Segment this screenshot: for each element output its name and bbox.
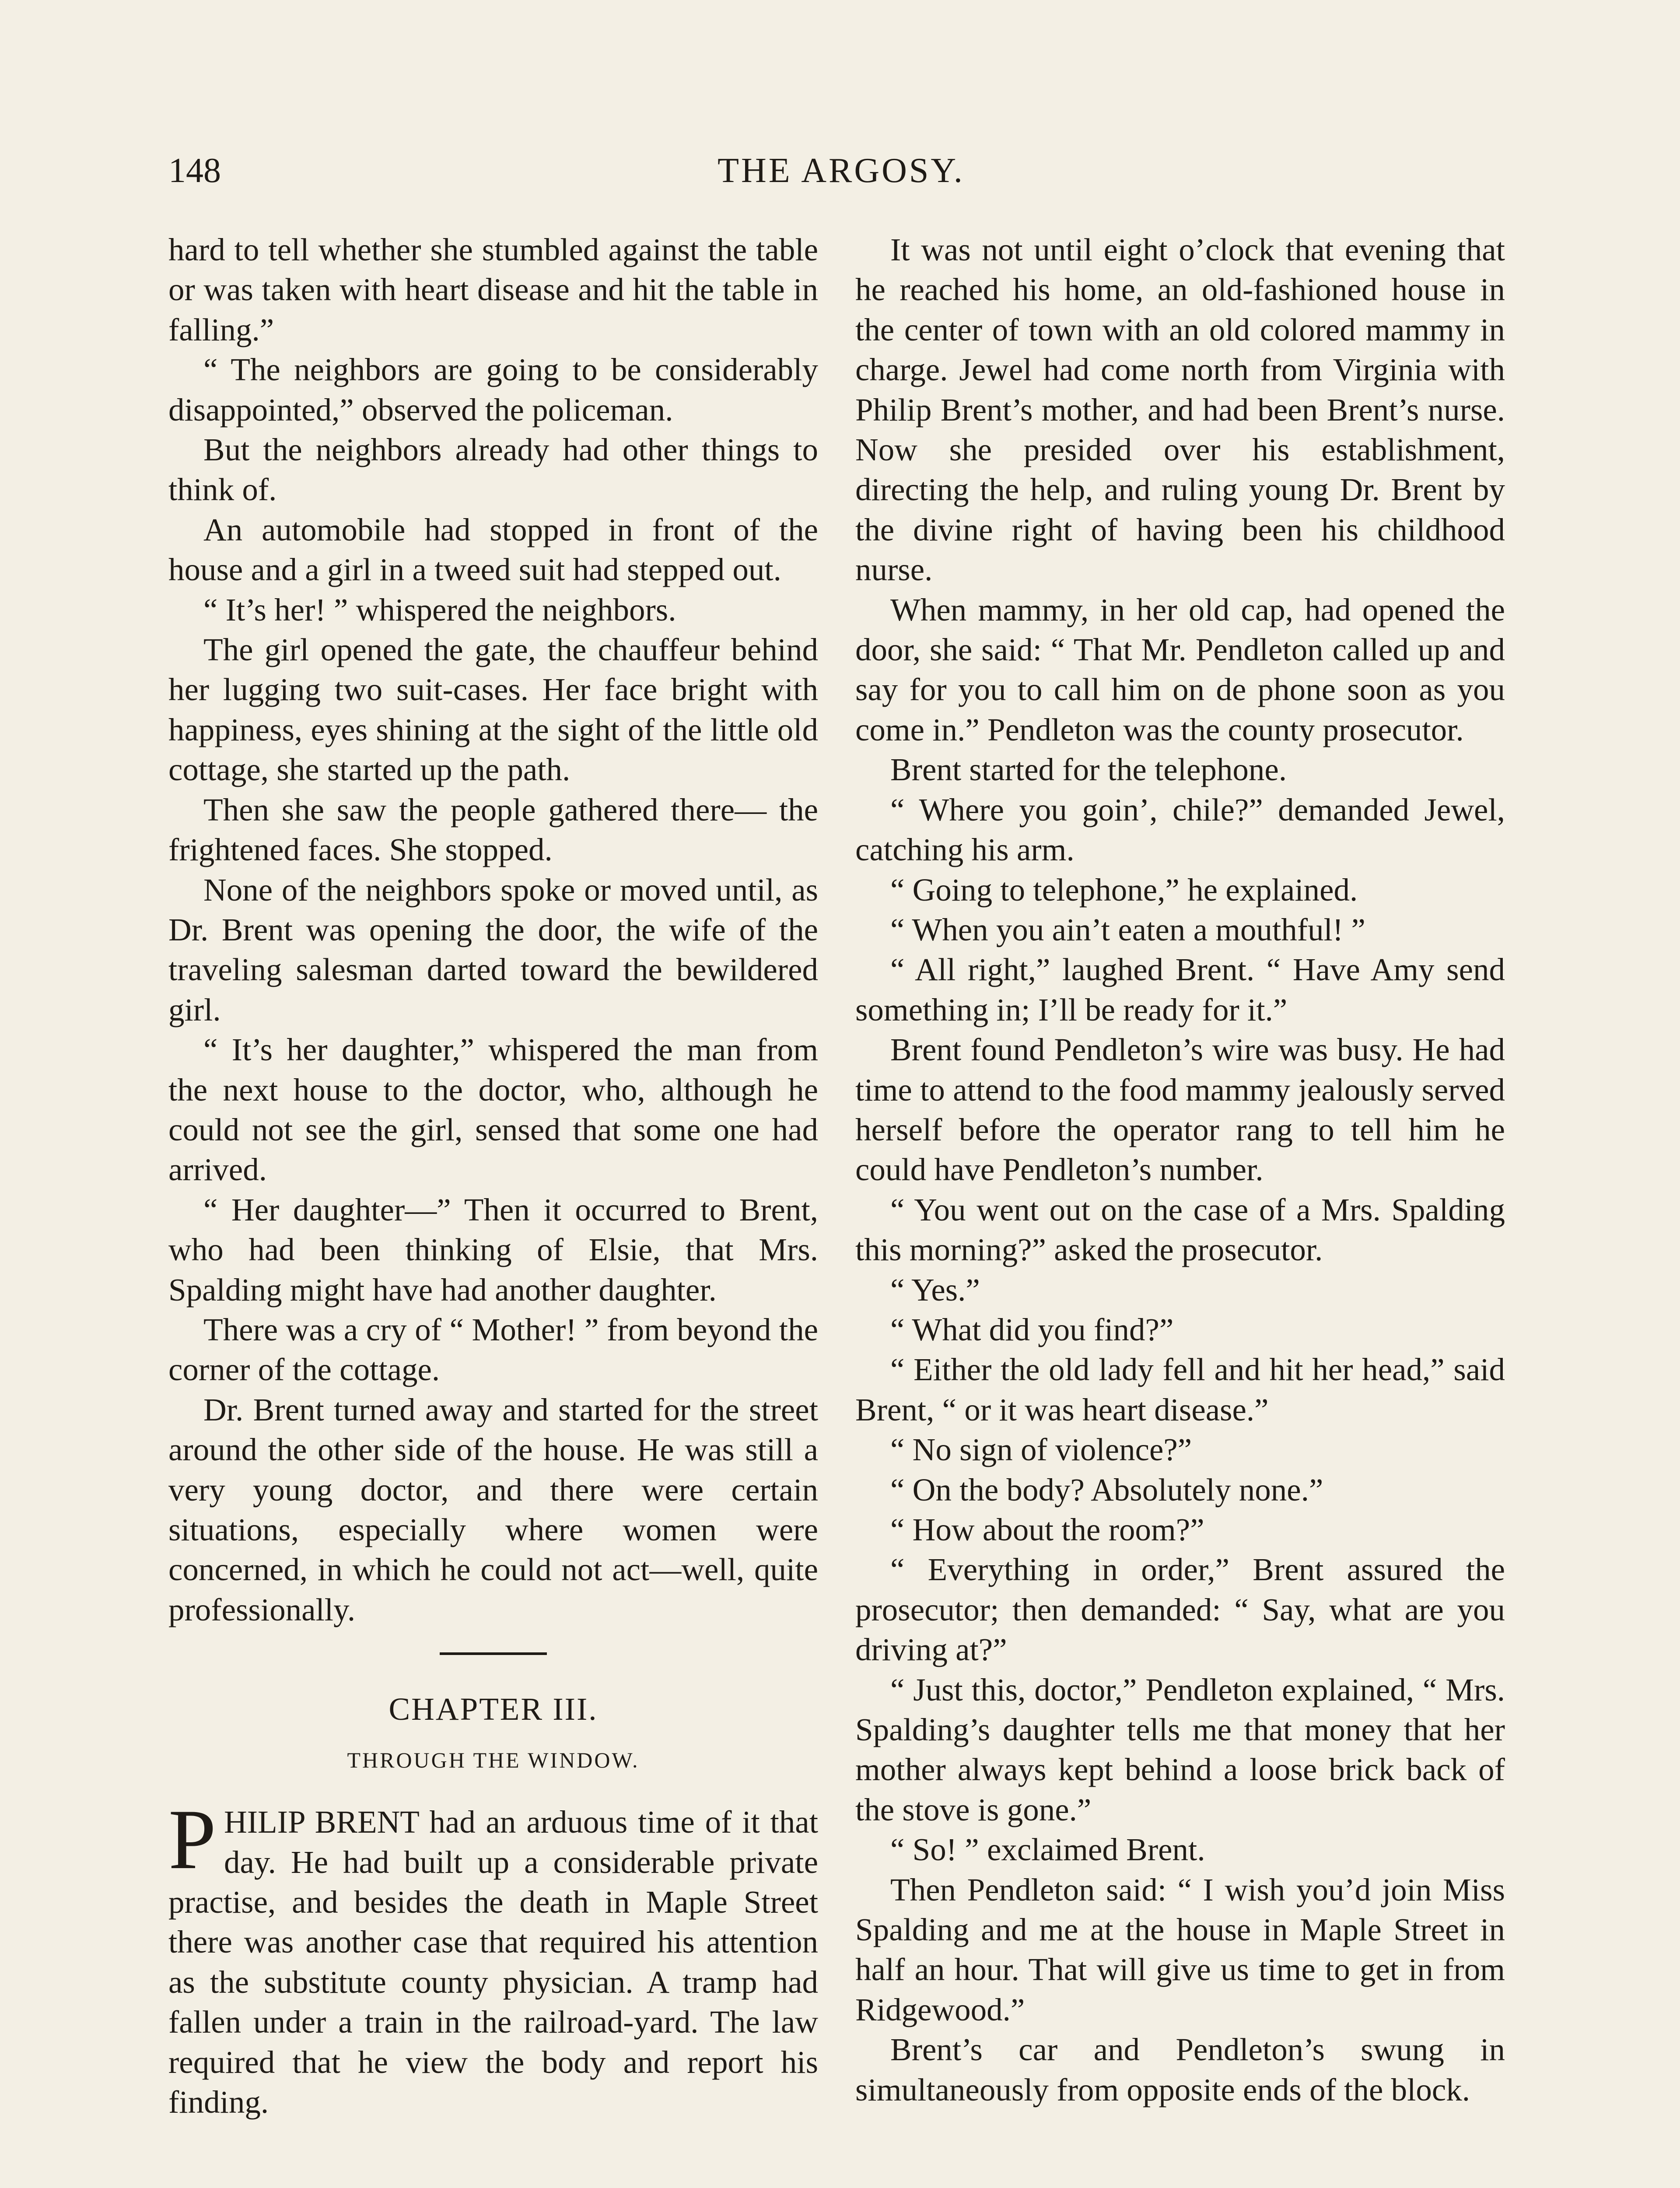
paragraph: “ Where you goin’, chile?” demanded Jewel, catching his arm. <box>855 792 1505 868</box>
paragraph: Brent’s car and Pendleton’s swung in simultaneously from opposite ends of the block. <box>855 2032 1505 2107</box>
paragraph: “ When you ain’t eaten a mouthful! ” <box>890 912 1365 947</box>
section-divider <box>440 1652 547 1655</box>
journal-title: THE ARGOSY. <box>718 151 965 190</box>
paragraph: “ The neighbors are going to be considerably disappointed,” observed the policeman. <box>168 352 818 428</box>
paragraph: “ Her daughter—” Then it occurred to Brent, who had been thinking of Elsie, that Mrs. Spalding might have had another daughter. <box>168 1192 818 1308</box>
chapter-opening-paragraph <box>168 1792 818 2122</box>
paragraph: “ All right,” laughed Brent. “ Have Amy send something in; I’ll be ready for it.” <box>855 952 1505 1027</box>
paragraph: When mammy, in her old cap, had opened the door, she said: “ That Mr. Pendleton called up and say for you to call him on de phone soon as you come in.” Pendleton was the county prosecutor. <box>855 592 1505 747</box>
paragraph: “ You went out on the case of a Mrs. Spalding this morning?” asked the prosecutor. <box>855 1192 1505 1268</box>
paragraph: Brent started for the telephone. <box>890 752 1287 788</box>
left-column <box>168 230 818 2122</box>
page-number: 148 <box>168 151 221 190</box>
paragraph: “ Going to telephone,” he explained. <box>890 872 1358 908</box>
paragraph: Brent found Pendleton’s wire was busy. He had time to attend to the food mammy jealously served herself before the operator rang to tell him he could have Pendleton’s number. <box>855 1032 1505 1188</box>
paragraph: But the neighbors already had other things to think of. <box>168 432 818 508</box>
paragraph: Dr. Brent turned away and started for the street around the other side of the house. He was still a very young doctor, and there were certain situations, especially where women were concerned, in which he could not act—well, quite professionally. <box>168 1392 818 1627</box>
paragraph: Then Pendleton said: “ I wish you’d join Miss Spalding and me at the house in Maple Street in half an hour. That will give us time to get in from Ridgewood.” <box>855 1872 1505 2027</box>
paragraph: “ Everything in order,” Brent assured the prosecutor; then demanded: “ Say, what are you driving at?” <box>855 1552 1505 1668</box>
paragraph: None of the neighbors spoke or moved until, as Dr. Brent was opening the door, the wife of the traveling salesman darted toward the bewildered girl. <box>168 872 818 1027</box>
paragraph: “ It’s her daughter,” whispered the man from the next house to the doctor, who, although he could not see the girl, sensed that some one had arrived. <box>168 1032 818 1188</box>
paragraph: “ Either the old lady fell and hit her head,” said Brent, “ or it was heart disease.” <box>855 1352 1505 1427</box>
right-column <box>855 230 1505 2110</box>
chapter-subtitle: THROUGH THE WINDOW. <box>347 1748 640 1773</box>
paragraph: Then she saw the people gathered there— the frightened faces. She stopped. <box>168 792 818 868</box>
paragraph: “ No sign of violence?” <box>890 1432 1192 1468</box>
paragraph: It was not until eight o’clock that evening that he reached his home, an old-fashioned house in the center of town with an old colored mammy in charge. Jewel had come north from Virginia with Philip Brent’s mother, and had been Brent’s nurse. Now she presided over his establishment, directing the help, and ruling young Dr. Brent by the divine right of having been his childhood nurse. <box>855 232 1505 588</box>
paragraph: An automobile had stopped in front of the house and a girl in a tweed suit had stepped out. <box>168 512 818 588</box>
paragraph: “ On the body? Absolutely none.” <box>890 1472 1323 1508</box>
paragraph: “ What did you find?” <box>890 1311 1174 1347</box>
paragraph: hard to tell whether she stumbled against the table or was taken with heart disease and hit the table in falling.” <box>168 232 818 347</box>
chapter-opening-text: HILIP BRENT had an arduous time of it that day. He had built up a considerable private practise, and besides the death in Maple Street there was another case that required his attention as the substitute county physician. A tramp had fallen under a train in the railroad-yard. The law required that he view the body and report his finding. <box>168 1804 818 2120</box>
chapter-heading: CHAPTER III. <box>388 1691 598 1727</box>
paragraph: “ How about the room?” <box>890 1512 1204 1547</box>
paragraph: The girl opened the gate, the chauffeur behind her lugging two suit-cases. Her face bright with happiness, eyes shining at the sight of the little old cottage, she started up the path. <box>168 632 818 788</box>
paragraph: “ It’s her! ” whispered the neighbors. <box>203 592 676 628</box>
paragraph: “ Just this, doctor,” Pendleton explained, “ Mrs. Spalding’s daughter tells me that money that her mother always kept behind a loose brick back of the stove is gone.” <box>855 1672 1505 1827</box>
drop-cap: P <box>168 1792 217 1887</box>
running-head <box>168 151 1514 199</box>
paragraph: “ Yes.” <box>890 1272 980 1308</box>
paragraph: There was a cry of “ Mother! ” from beyond the corner of the cottage. <box>168 1311 818 1388</box>
paragraph: “ So! ” exclaimed Brent. <box>890 1832 1205 1868</box>
